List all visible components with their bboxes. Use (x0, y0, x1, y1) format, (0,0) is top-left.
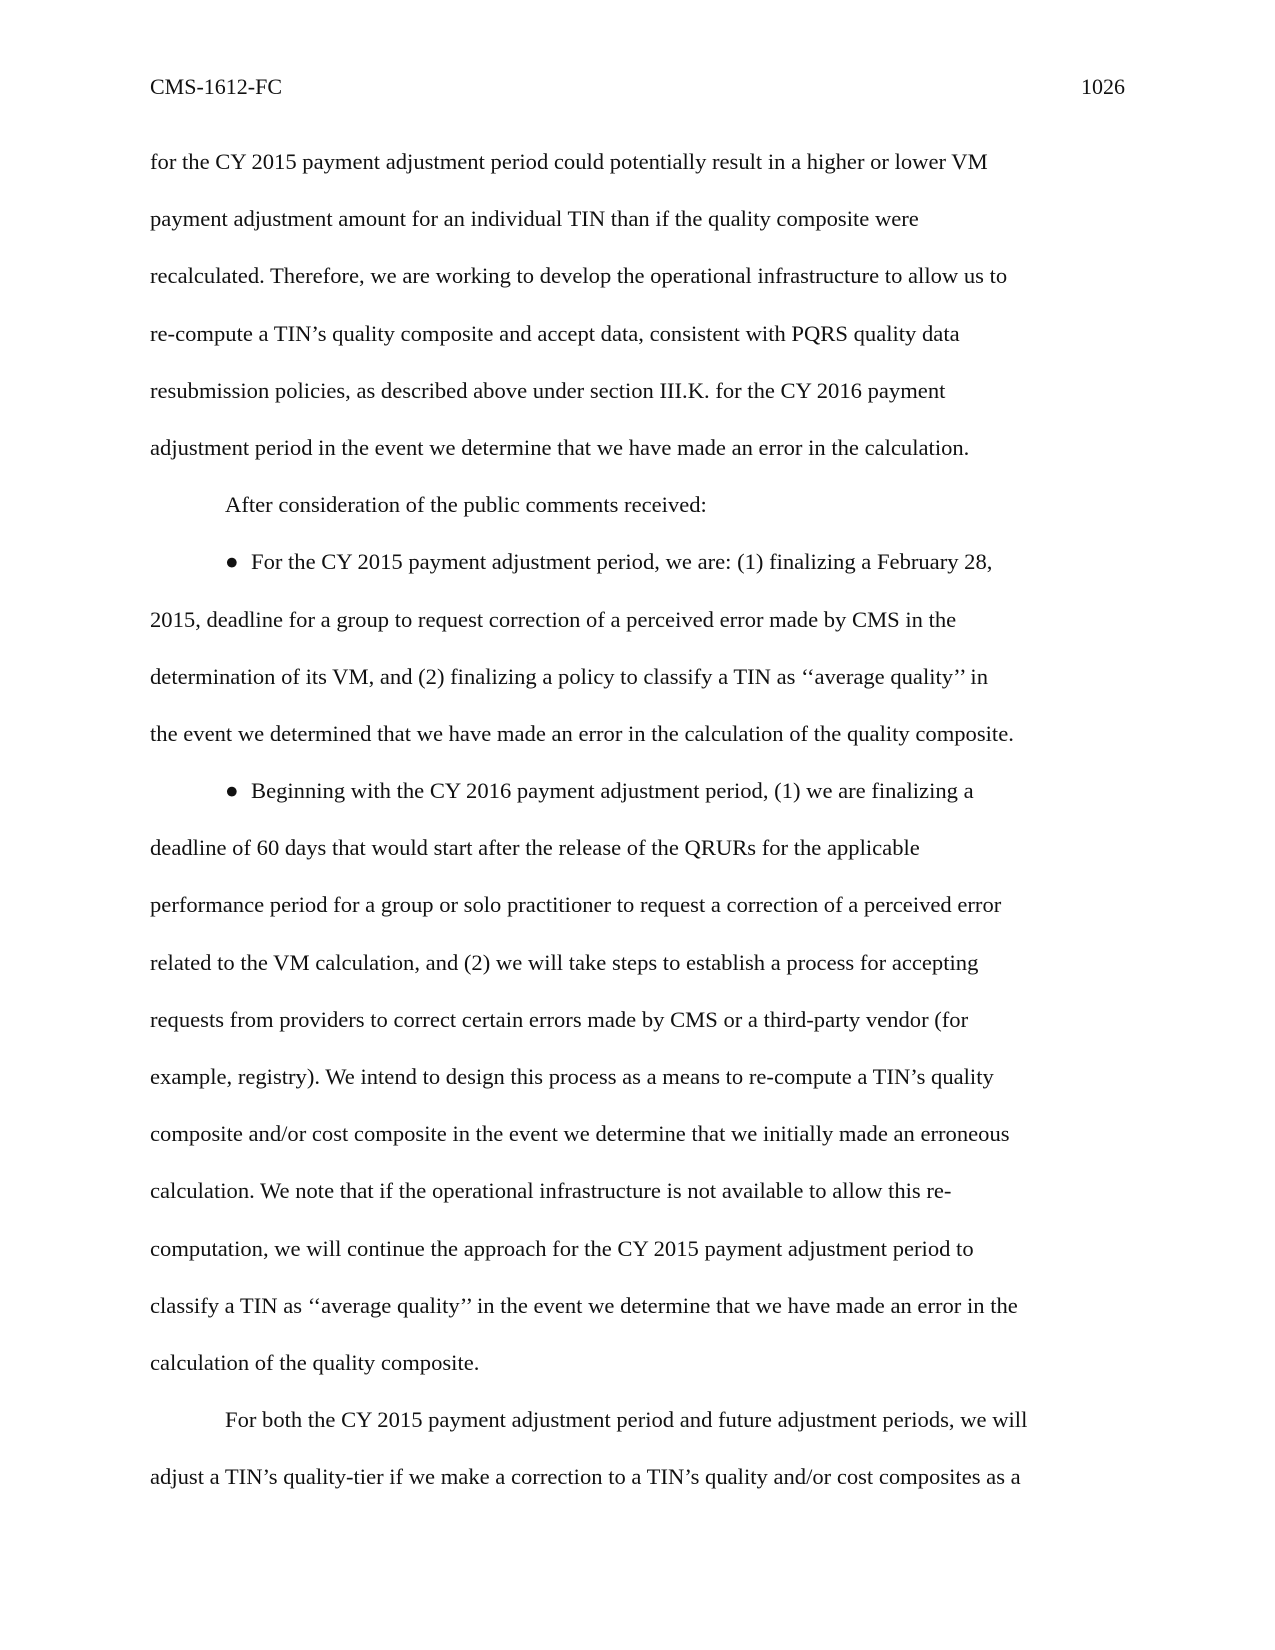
body-line: related to the VM calculation, and (2) we will take steps to establish a process for accepting (150, 949, 979, 975)
body-line: re-compute a TIN’s quality composite and accept data, consistent with PQRS quality data (150, 320, 960, 346)
body-line: classify a TIN as ‘‘average quality’’ in the event we determine that we have made an error in the (150, 1292, 1018, 1318)
bullet-item-1 (150, 547, 1130, 604)
body-line: determination of its VM, and (2) finalizing a policy to classify a TIN as ‘‘average quality’’ in (150, 663, 989, 689)
paragraph-intro: After consideration of the public comments received: (225, 492, 707, 518)
bullet-icon: ● (225, 778, 239, 804)
body-line: adjust a TIN’s quality-tier if we make a correction to a TIN’s quality and/or cost composites as a (150, 1464, 1021, 1490)
body-line: for the CY 2015 payment adjustment period could potentially result in a higher or lower VM (150, 149, 988, 174)
bullet-icon: ● (225, 549, 239, 575)
body-line: resubmission policies, as described above under section III.K. for the CY 2016 payment (150, 377, 946, 403)
body-line: computation, we will continue the approach for the CY 2015 payment adjustment period to (150, 1235, 974, 1261)
body-line: example, registry). We intend to design this process as a means to re-compute a TIN’s quality (150, 1064, 994, 1089)
body-line: calculation. We note that if the operational infrastructure is not available to allow this re- (150, 1178, 952, 1204)
body-line: payment adjustment amount for an individual TIN than if the quality composite were (150, 206, 919, 232)
body-line: recalculated. Therefore, we are working to develop the operational infrastructure to allow us to (150, 263, 1008, 289)
paragraph-start: For both the CY 2015 payment adjustment period and future adjustment periods, we will (225, 1407, 1028, 1433)
body-line: performance period for a group or solo practitioner to request a correction of a perceived error (150, 892, 1002, 918)
body-line: adjustment period in the event we determine that we have made an error in the calculation. (150, 434, 970, 460)
body-line: the event we determined that we have made an error in the calculation of the quality composite. (150, 720, 1014, 746)
body-line: calculation of the quality composite. (150, 1349, 480, 1375)
bullet-text: For the CY 2015 payment adjustment period, we are: (1) finalizing a February 28, (251, 549, 993, 575)
body-line: 2015, deadline for a group to request correction of a perceived error made by CMS in the (150, 606, 957, 632)
bullet-text: Beginning with the CY 2016 payment adjustment period, (1) we are finalizing a (251, 778, 974, 804)
document-id: CMS-1612-FC (150, 74, 283, 99)
page-header (150, 72, 1125, 102)
document-body (150, 147, 1130, 1520)
body-line: deadline of 60 days that would start after the release of the QRURs for the applicable (150, 835, 920, 861)
bullet-item-2 (150, 776, 1130, 833)
body-line: requests from providers to correct certain errors made by CMS or a third-party vendor (for (150, 1006, 969, 1032)
page-number: 1026 (1081, 74, 1125, 99)
body-line: composite and/or cost composite in the event we determine that we initially made an erroneous (150, 1121, 1010, 1147)
